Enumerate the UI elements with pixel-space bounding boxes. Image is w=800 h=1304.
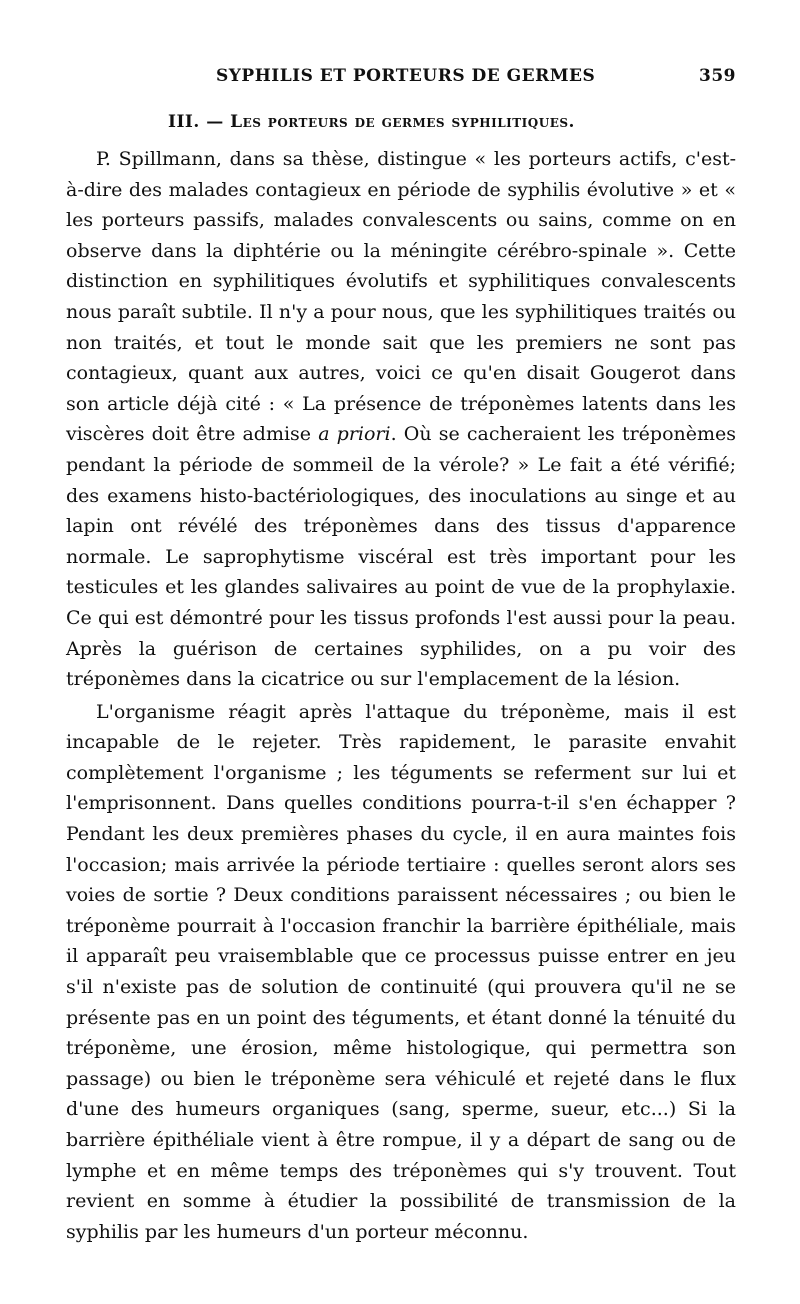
paragraph-2: L'organisme réagit après l'attaque du tréponème, mais il est incapable de le rejeter. Très rapidement, le parasite envahit complètement l'organisme ; les téguments se referment sur lui et l'emprisonnent. Dans quelles conditions pourra-t-il s'en échapper ? Pendant les deux premières phases du cycle, il en aura maintes fois l'occasion; mais arrivée la période tertiaire : quelles seront alors ses voies de sortie ? Deux conditions paraissent nécessaires ; ou bien le tréponème pourrait à l'occasion franchir la barrière épithéliale, mais il apparaît peu vraisemblable que ce processus puisse entrer en jeu s'il n'existe pas de solution de continuité (qui prouvera qu'il ne se présente pas en un point des téguments, et étant donné la ténuité du tréponème, une érosion, même histologique, qui permettra son passage) ou bien le tréponème sera véhiculé et rejeté dans le flux d'une des humeurs organiques (sang, sperme, sueur, etc...) Si la barrière épithéliale vient à être rompue, il y a départ de sang ou de lymphe et en même temps des tréponèmes qui s'y trouvent. Tout revient en somme à étudier la possibilité de transmission de la syphilis par les humeurs d'un porteur méconnu. — [66, 700, 736, 1243]
running-header — [66, 58, 736, 98]
paragraph-1-emphasis: a priori — [318, 423, 391, 446]
running-title: SYPHILIS ET PORTEURS DE GERMES — [216, 66, 596, 86]
paragraph-1-text-after: . Où se cacheraient les tréponèmes pendant la période de sommeil de la vérole? » Le fait a été vérifié; des examens histo-bactériologiques, des inoculations au singe et au lapin ont révélé des tréponèmes dans des tissus d'apparence normale. Le saprophytisme viscéral est très important pour les testicules et les glandes salivaires au point de vue de la prophylaxie. Ce qui est démontré pour les tissus profonds l'est aussi pour la peau. Après la guérison de certaines syphilides, on a pu voir des tréponèmes dans la cicatrice ou sur l'emplacement de la lésion. — [66, 423, 736, 691]
page-number: 359 — [699, 66, 736, 86]
paragraph-1 — [66, 144, 736, 695]
section-heading: III. — Les porteurs de germes syphilitiques. — [168, 112, 575, 132]
paragraph-1-text-before: P. Spillmann, dans sa thèse, distingue « les porteurs actifs, c'est-à-dire des malades contagieux en période de syphilis évolutive » et « les porteurs passifs, malades convalescents ou sains, comme on en observe dans la diphtérie ou la méningite cérébro-spinale ». Cette distinction en syphilitiques évolutifs et syphilitiques convalescents nous paraît subtile. Il n'y a pour nous, que les syphilitiques traités ou non traités, et tout le monde sait que les premiers ne sont pas contagieux, quant aux autres, voici ce qu'en disait Gougerot dans son article déjà cité : « La présence de tréponèmes latents dans les viscères doit être admise — [66, 148, 736, 446]
book-page — [66, 58, 736, 1247]
